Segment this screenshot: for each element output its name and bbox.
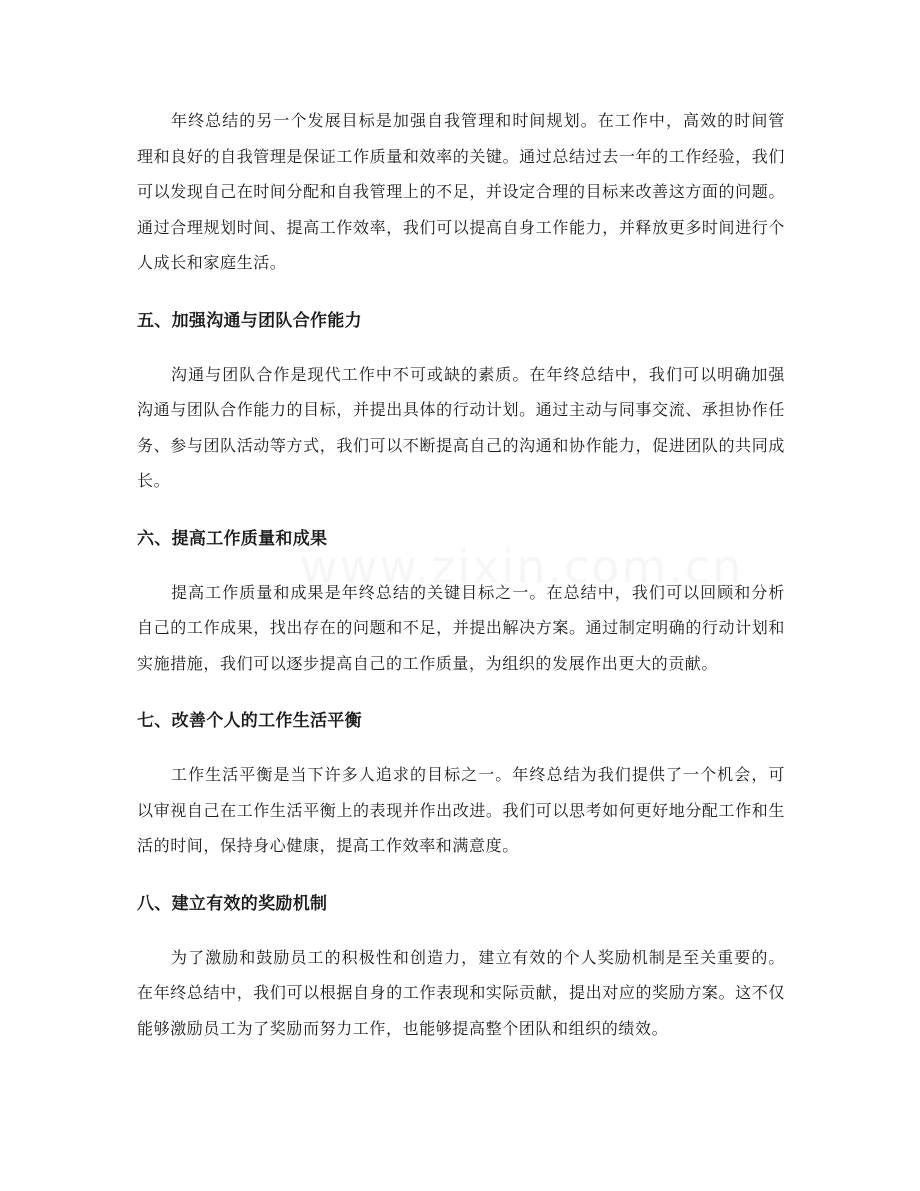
document-content bbox=[137, 103, 785, 1046]
section-heading-7: 七、改善个人的工作生活平衡 bbox=[137, 711, 362, 731]
intro-paragraph: 年终总结的另一个发展目标是加强自我管理和时间规划。在工作中，高效的时间管理和良好的自我管理是保证工作质量和效率的关键。通过总结过去一年的工作经验，我们可以发现自己在时间分配和自我管理上的不足，并设定合理的目标来改善这方面的问题。通过合理规划时间、提高工作效率，我们可以提高自身工作能力，并释放更多时间进行个人成长和家庭生活。 bbox=[137, 111, 785, 272]
section-heading-6: 六、提高工作质量和成果 bbox=[137, 528, 328, 549]
section-paragraph-5: 沟通与团队合作是现代工作中不可或缺的素质。在年终总结中，我们可以明确加强沟通与团队合作能力的目标，并提出具体的行动计划。通过主动与同事交流、承担协作任务、参与团队活动等方式，我们可以不断提高自己的沟通和协作能力，促进团队的共同成长。 bbox=[137, 364, 785, 490]
section-paragraph-6: 提高工作质量和成果是年终总结的关键目标之一。在总结中，我们可以回顾和分析自己的工作成果，找出存在的问题和不足，并提出解决方案。通过制定明确的行动计划和实施措施，我们可以逐步提高自己的工作质量，为组织的发展作出更大的贡献。 bbox=[137, 582, 785, 673]
section-paragraph-8: 为了激励和鼓励员工的积极性和创造力，建立有效的个人奖励机制是至关重要的。在年终总结中，我们可以根据自身的工作表现和实际贡献，提出对应的奖励方案。这不仅能够激励员工为了奖励而努力工作，也能够提高整个团队和组织的绩效。 bbox=[137, 947, 785, 1038]
section-paragraph-7: 工作生活平衡是当下许多人追求的目标之一。年终总结为我们提供了一个机会，可以审视自己在工作生活平衡上的表现并作出改进。我们可以思考如何更好地分配工作和生活的时间，保持身心健康，提高工作效率和满意度。 bbox=[137, 765, 785, 855]
section-heading-8: 八、建立有效的奖励机制 bbox=[137, 893, 328, 914]
section-heading-5: 五、加强沟通与团队合作能力 bbox=[137, 310, 362, 331]
